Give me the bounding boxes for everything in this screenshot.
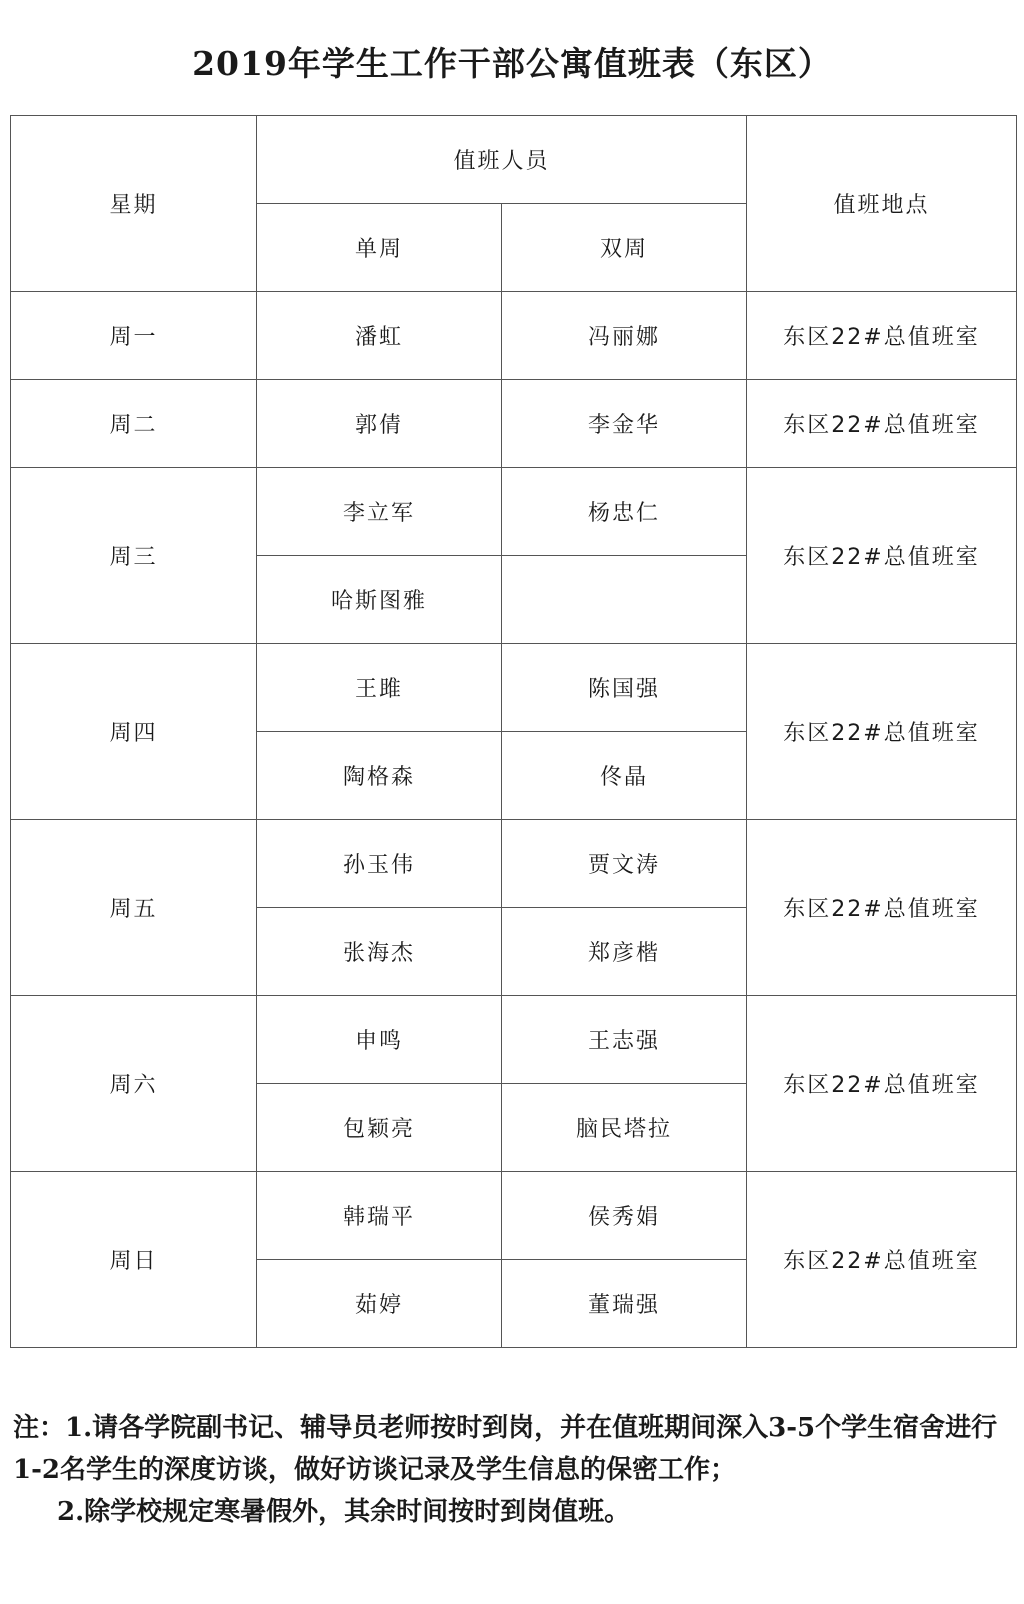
- location-cell: 东区22#总值班室: [747, 1172, 1017, 1348]
- location-cell: 东区22#总值班室: [747, 996, 1017, 1172]
- header-even-week: 双周: [502, 204, 747, 292]
- header-odd-week: 单周: [257, 204, 502, 292]
- weekday-cell: 周五: [11, 820, 257, 996]
- notes-section: [13, 1407, 1013, 1533]
- odd-week-staff: 陶格森: [257, 732, 502, 820]
- page-title: 2019年学生工作干部公寓值班表（东区）: [192, 44, 832, 83]
- table-row: [11, 380, 1017, 468]
- even-week-staff: 王志强: [502, 996, 747, 1084]
- location-cell: 东区22#总值班室: [747, 292, 1017, 380]
- odd-week-staff: 郭倩: [257, 380, 502, 468]
- table-row: [11, 292, 1017, 380]
- even-week-staff: [502, 556, 747, 644]
- duty-roster-table: [10, 115, 1017, 1348]
- table-row: [11, 644, 1017, 732]
- odd-week-staff: 王雎: [257, 644, 502, 732]
- header-weekday: 星期: [11, 116, 257, 292]
- weekday-cell: 周一: [11, 292, 257, 380]
- header-staff: 值班人员: [257, 116, 747, 204]
- odd-week-staff: 李立军: [257, 468, 502, 556]
- odd-week-staff: 韩瑞平: [257, 1172, 502, 1260]
- even-week-staff: 侯秀娟: [502, 1172, 747, 1260]
- even-week-staff: 脑民塔拉: [502, 1084, 747, 1172]
- even-week-staff: 陈国强: [502, 644, 747, 732]
- table-row: [11, 820, 1017, 908]
- even-week-staff: 冯丽娜: [502, 292, 747, 380]
- weekday-cell: 周日: [11, 1172, 257, 1348]
- even-week-staff: 贾文涛: [502, 820, 747, 908]
- table-row: [11, 996, 1017, 1084]
- even-week-staff: 佟晶: [502, 732, 747, 820]
- odd-week-staff: 张海杰: [257, 908, 502, 996]
- weekday-cell: 周三: [11, 468, 257, 644]
- location-cell: 东区22#总值班室: [747, 644, 1017, 820]
- table-row: [11, 468, 1017, 556]
- header-location: 值班地点: [747, 116, 1017, 292]
- odd-week-staff: 包颖亮: [257, 1084, 502, 1172]
- even-week-staff: 杨忠仁: [502, 468, 747, 556]
- odd-week-staff: 茹婷: [257, 1260, 502, 1348]
- odd-week-staff: 孙玉伟: [257, 820, 502, 908]
- table-row: [11, 1172, 1017, 1260]
- note-line-2: 2.除学校规定寒暑假外，其余时间按时到岗值班。: [57, 1497, 631, 1527]
- odd-week-staff: 哈斯图雅: [257, 556, 502, 644]
- weekday-cell: 周四: [11, 644, 257, 820]
- even-week-staff: 郑彦楷: [502, 908, 747, 996]
- location-cell: 东区22#总值班室: [747, 820, 1017, 996]
- weekday-cell: 周二: [11, 380, 257, 468]
- location-cell: 东区22#总值班室: [747, 468, 1017, 644]
- even-week-staff: 李金华: [502, 380, 747, 468]
- weekday-cell: 周六: [11, 996, 257, 1172]
- odd-week-staff: 申鸣: [257, 996, 502, 1084]
- even-week-staff: 董瑞强: [502, 1260, 747, 1348]
- header-row-1: [11, 116, 1017, 204]
- odd-week-staff: 潘虹: [257, 292, 502, 380]
- note-line-1: 注：1.请各学院副书记、辅导员老师按时到岗，并在值班期间深入3-5个学生宿舍进行1-2名学生的深度访谈，做好访谈记录及学生信息的保密工作；: [13, 1413, 998, 1485]
- location-cell: 东区22#总值班室: [747, 380, 1017, 468]
